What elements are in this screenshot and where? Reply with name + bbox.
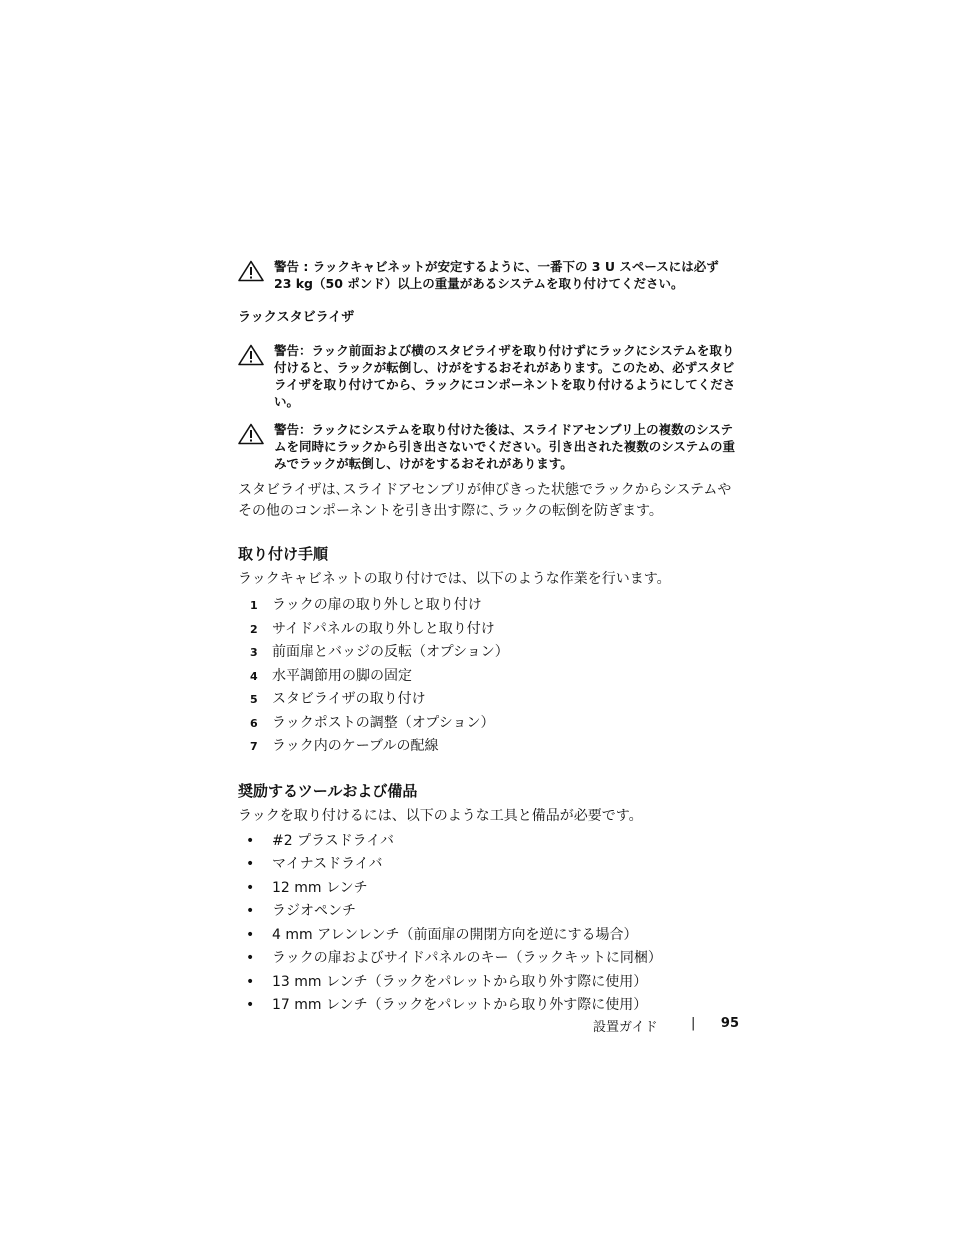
- warning-text: 警告：ラック前面および横のスタビライザを取り付けずにラックにシステムを取り付けると、ラックが転倒し、けがをするおそれがあります。このため、必ずスタビライザを取り付けてから、ラックにコンポーネントを取り付けるようにしてください。: [274, 343, 736, 409]
- page-number: 95: [720, 1016, 739, 1031]
- tool-text: ラックの扉およびサイドパネルのキー（ラックキットに同梱）: [272, 950, 662, 966]
- step-text: 前面扉とバッジの反転（オプション）: [272, 644, 509, 660]
- tools-list: [238, 830, 738, 1018]
- step-number: 7: [250, 740, 258, 753]
- bullet: •: [246, 950, 255, 966]
- list-item: [238, 618, 738, 642]
- step-number: 5: [250, 693, 258, 706]
- warning-triangle-icon: [238, 423, 264, 445]
- list-item: [238, 665, 738, 689]
- list-item: [238, 900, 738, 924]
- warning-triangle-icon: [238, 344, 264, 366]
- warning-box: [238, 421, 738, 472]
- bullet: •: [246, 903, 255, 919]
- tools-heading: 奨励するツールおよび備品: [238, 781, 418, 800]
- step-number: 3: [250, 646, 258, 659]
- step-text: サイドパネルの取り外しと取り付け: [272, 620, 495, 637]
- bullet: •: [246, 832, 255, 849]
- stabilizer-heading: ラックスタビライザ: [238, 310, 355, 325]
- page-content: [238, 255, 738, 1018]
- procedure-heading: 取り付け手順: [238, 545, 329, 563]
- tool-text: マイナスドライバ: [272, 856, 383, 872]
- warning-triangle-icon: [238, 260, 264, 282]
- warning-box: [238, 342, 738, 410]
- list-item: [238, 971, 738, 995]
- list-item: [238, 594, 738, 618]
- warning-text: 警告 : ラックキャビネットが安定するように、一番下の 3 U スペースには必ず 23 kg（50 ポンド）以上の重量があるシステムを取り付けてください。: [274, 259, 719, 291]
- footer-title: 設置ガイド: [593, 1020, 658, 1035]
- tools-intro: ラックを取り付けるには、以下のような工具と備品が必要です。: [238, 807, 643, 824]
- list-item: [238, 735, 738, 759]
- list-item: [238, 712, 738, 736]
- list-item: [238, 994, 738, 1018]
- bullet: •: [246, 997, 255, 1013]
- list-item: [238, 924, 738, 948]
- procedure-steps: [238, 594, 738, 759]
- step-number: 4: [250, 669, 258, 683]
- tool-text: #2 プラスドライバ: [272, 832, 394, 849]
- tool-text: 13 mm レンチ（ラックをパレットから取り外す際に使用）: [272, 973, 648, 990]
- bullet: •: [246, 856, 255, 872]
- bullet: •: [246, 973, 255, 990]
- list-item: [238, 830, 738, 854]
- footer-separator: |: [691, 1016, 696, 1031]
- step-text: ラック内のケーブルの配線: [272, 738, 439, 754]
- page-footer: [593, 1016, 739, 1036]
- step-text: 水平調節用の脚の固定: [272, 667, 412, 684]
- list-item: [238, 641, 738, 665]
- bullet: •: [246, 926, 255, 943]
- step-number: 6: [250, 716, 258, 730]
- warning-box: [238, 258, 738, 292]
- step-number: 1: [250, 599, 258, 612]
- list-item: [238, 947, 738, 971]
- step-number: 2: [250, 622, 258, 636]
- tool-text: 17 mm レンチ（ラックをパレットから取り外す際に使用）: [272, 997, 648, 1013]
- tool-text: 12 mm レンチ: [272, 879, 368, 896]
- list-item: [238, 688, 738, 712]
- list-item: [238, 877, 738, 901]
- procedure-intro: ラックキャビネットの取り付けでは、以下のような作業を行います。: [238, 571, 671, 587]
- list-item: [238, 853, 738, 877]
- stabilizer-description: スタビライザは､スライドアセンブリが伸びきった状態でラックからシステムやその他のコンポーネントを引き出す際に､ラックの転倒を防ぎます。: [238, 482, 732, 519]
- tool-text: 4 mm アレンレンチ（前面扉の開閉方向を逆にする場合）: [272, 926, 638, 943]
- bullet: •: [246, 879, 255, 896]
- step-text: ラックの扉の取り外しと取り付け: [272, 597, 482, 613]
- step-text: ラックポストの調整（オプション）: [272, 714, 495, 731]
- step-text: スタビライザの取り付け: [272, 691, 426, 707]
- tool-text: ラジオペンチ: [272, 903, 356, 919]
- warning-text: 警告：ラックにシステムを取り付けた後は、スライドアセンブリ上の複数のシステムを同時にラックから引き出さないでください。引き出された複数のシステムの重みでラックが転倒し、けがをするおそれがあります。: [274, 422, 736, 471]
